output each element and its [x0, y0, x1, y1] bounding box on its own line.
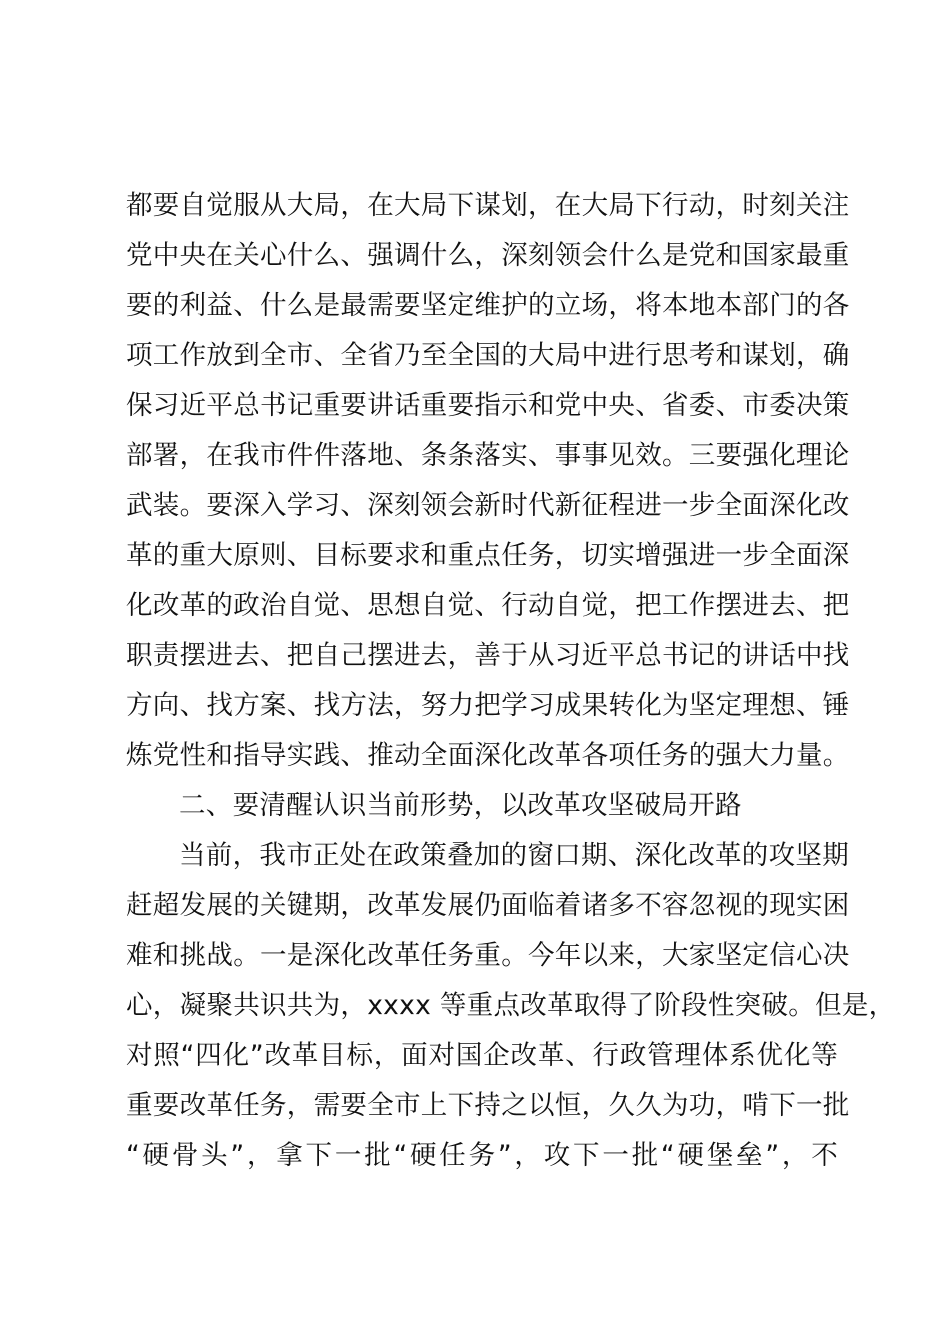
text-line: 革的重大原则、目标要求和重点任务，切实增强进一步全面深: [126, 540, 850, 571]
text-line: 心，凝聚共识共为，xxxx 等重点改革取得了阶段性突破。但是，: [126, 990, 896, 1021]
paragraph-2: [126, 831, 896, 1181]
text-line: “硬骨头”，拿下一批“硬任务”，攻下一批“硬堡垒”，不: [126, 1140, 838, 1171]
text-line: 当前，我市正处在政策叠加的窗口期、深化改革的攻坚期: [179, 840, 849, 871]
text-line: 保习近平总书记重要讲话重要指示和党中央、省委、市委决策: [126, 390, 850, 421]
paragraph-1: [126, 181, 850, 781]
text-line: 部署，在我市件件落地、条条落实、事事见效。三要强化理论: [126, 440, 850, 471]
text-line: 武装。要深入学习、深刻领会新时代新征程进一步全面深化改: [126, 490, 850, 521]
text-line: 赶超发展的关键期，改革发展仍面临着诸多不容忽视的现实困: [126, 890, 850, 921]
text-line: 方向、找方案、找方法，努力把学习成果转化为坚定理想、锤: [126, 690, 850, 721]
text-line: 项工作放到全市、全省乃至全国的大局中进行思考和谋划，确: [126, 340, 850, 371]
section-heading: 二、要清醒认识当前形势，以改革攻坚破局开路: [179, 790, 742, 821]
text-line: 炼党性和指导实践、推动全面深化改革各项任务的强大力量。: [126, 740, 850, 771]
text-line: 要的利益、什么是最需要坚定维护的立场，将本地本部门的各: [126, 290, 850, 321]
text-line: 党中央在关心什么、强调什么，深刻领会什么是党和国家最重: [126, 240, 850, 271]
text-line: 化改革的政治自觉、思想自觉、行动自觉，把工作摆进去、把: [126, 590, 850, 621]
text-line: 难和挑战。一是深化改革任务重。今年以来，大家坚定信心决: [126, 940, 850, 971]
text-line: 都要自觉服从大局，在大局下谋划，在大局下行动，时刻关注: [126, 190, 850, 221]
text-line: 职责摆进去、把自己摆进去，善于从习近平总书记的讲话中找: [126, 640, 850, 671]
text-line: 重要改革任务，需要全市上下持之以恒，久久为功，啃下一批: [126, 1090, 850, 1121]
document-body: [126, 181, 896, 1181]
text-line: 对照“四化”改革目标，面对国企改革、行政管理体系优化等: [126, 1040, 838, 1071]
